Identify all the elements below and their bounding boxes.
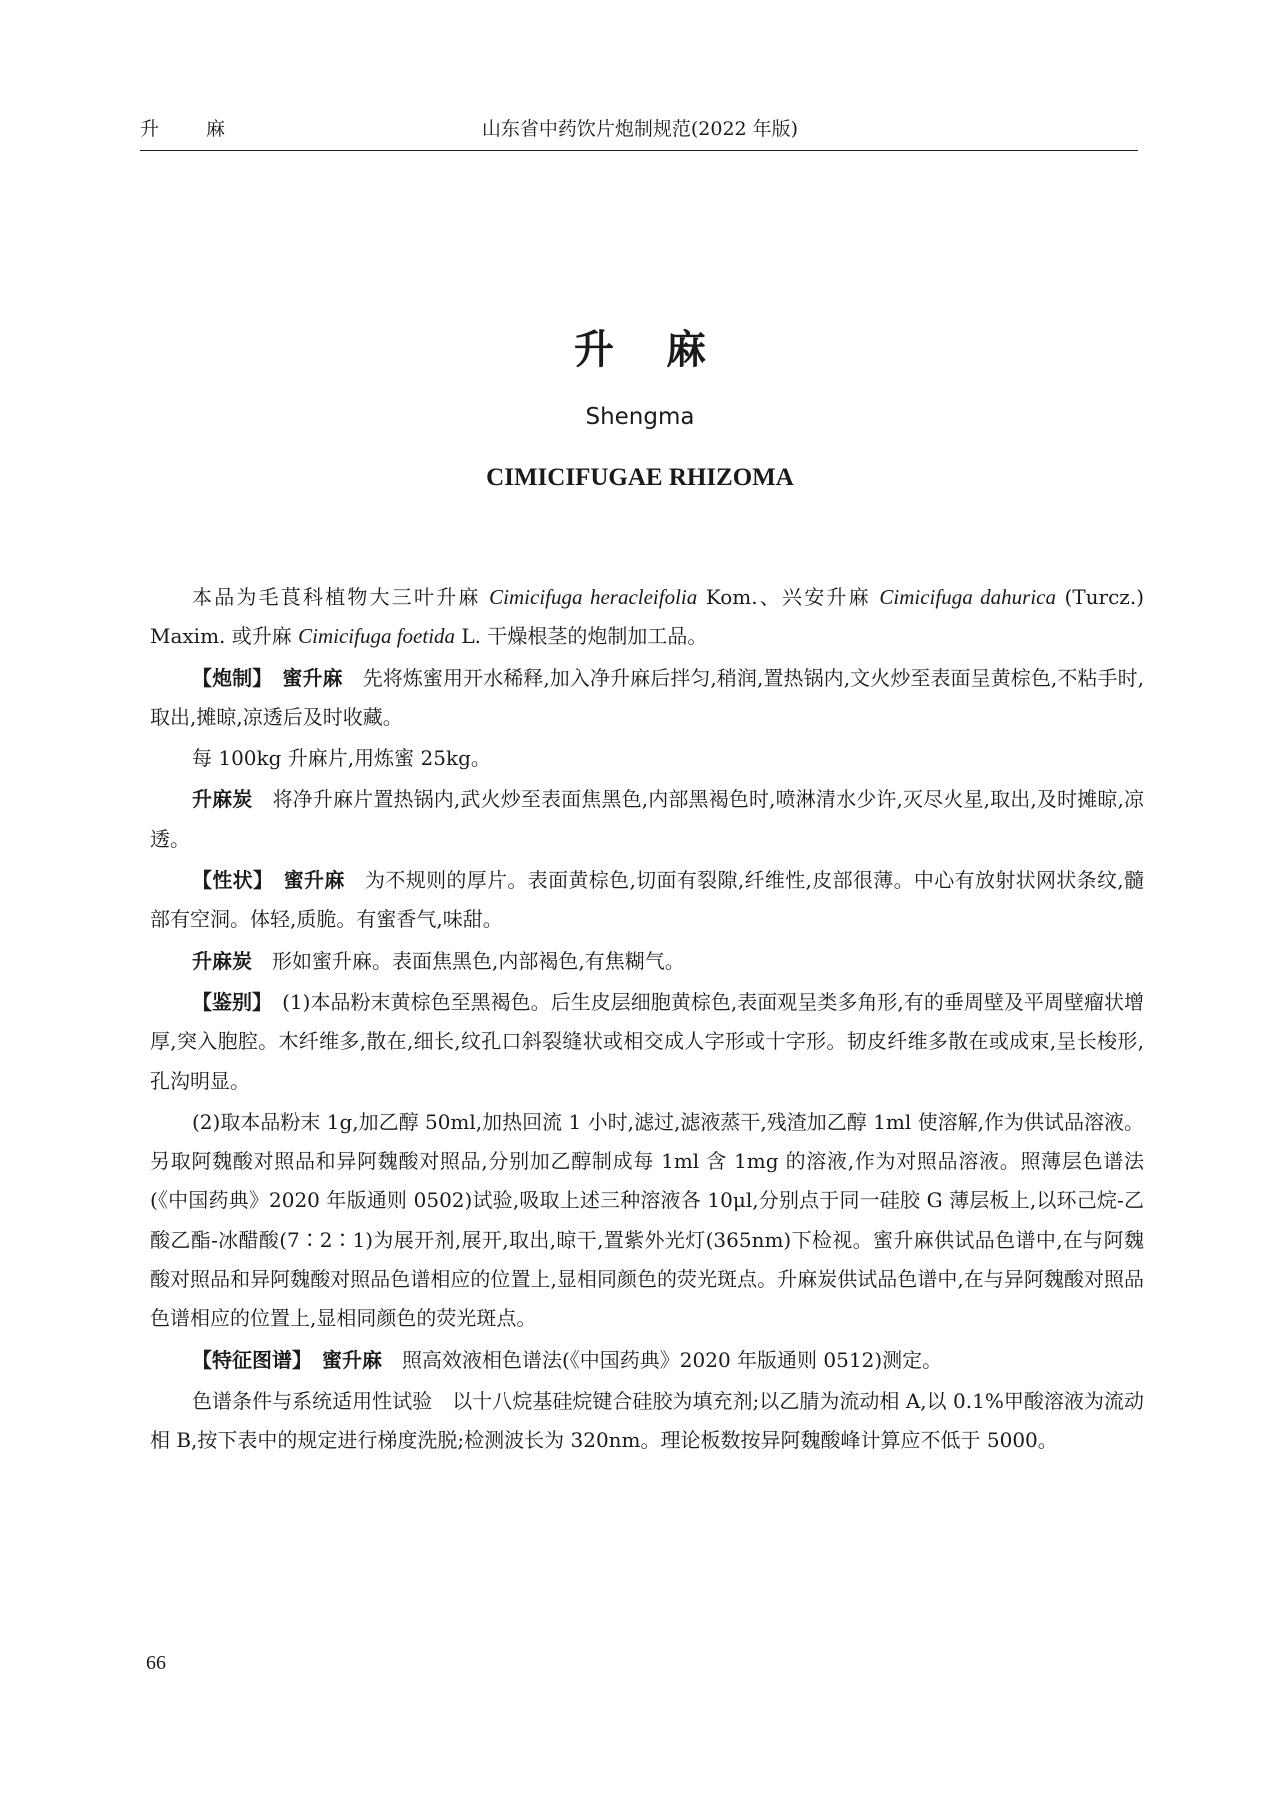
description-paragraph [150,861,1144,940]
species-name-1: Cimicifuga heracleifolia [489,585,698,609]
running-header [140,114,1140,144]
identification-heading: 【鉴别】 [192,989,263,1014]
species-name-3: Cimicifuga foetida [298,624,456,649]
identification-paragraph-1 [150,983,1144,1101]
monograph-body [150,578,1144,1461]
charcoal-text: 将净升麻片置热锅内,武火炒至表面焦黑色,内部黑褐色时,喷淋清水少许,灭尽火星,取出,及时摊晾,凉透。 [150,787,1144,851]
charcoal-subheading: 升麻炭 [192,787,253,812]
description-charcoal-paragraph [150,942,1144,981]
source-paragraph [150,578,1144,657]
fingerprint-paragraph [150,1341,1144,1380]
fingerprint-subheading: 蜜升麻 [322,1347,382,1372]
species-name-2: Cimicifuga dahurica [879,585,1056,609]
monograph-title-pinyin: Shengma [585,404,695,430]
header-book-title: 山东省中药饮片炮制规范(2022 年版) [481,118,799,140]
header-section-name: 升 麻 [140,118,240,140]
monograph-title-chinese: 升麻 [574,327,758,373]
description-heading: 【性状】 [192,868,264,893]
processing-subheading: 蜜升麻 [282,665,343,690]
source-text-3: (Turcz.) Maxim. 或升麻 [150,585,1145,649]
processing-paragraph [150,659,1144,738]
fingerprint-heading: 【特征图谱】 [192,1347,302,1372]
identification-paragraph-2: (2)取本品粉末 1g,加乙醇 50ml,加热回流 1 小时,滤过,滤液蒸干,残渣加乙醇 1ml 使溶解,作为供试品溶液。另取阿魏酸对照品和异阿魏酸对照品,分别加乙醇制成每 1ml 含 1mg 的溶液,作为对照品溶液。照薄层色谱法(《中国药典》2020 年版通则 0502)试验,吸取上述三种溶液各 10μl,分别点于同一硅胶 G 薄层板上,以环己烷-乙酸乙酯-冰醋酸(7∶2∶1)为展开剂,展开,取出,晾干,置紫外光灯(365nm)下检视。蜜升麻供试品色谱中,在与阿魏酸对照品和异阿魏酸对照品色谱相应的位置上,显相同颜色的荧光斑点。升麻炭供试品色谱中,在与异阿魏酸对照品色谱相应的位置上,显相同颜色的荧光斑点。 [150,1109,1144,1331]
honey-ratio-paragraph: 每 100kg 升麻片,用炼蜜 25kg。 [192,746,491,771]
description-charcoal-text: 形如蜜升麻。表面焦黑色,内部褐色,有焦糊气。 [252,948,685,973]
page-number: 66 [146,1652,166,1674]
monograph-title-latin: CIMICIFUGAE RHIZOMA [486,464,794,491]
processing-heading: 【炮制】 [192,665,263,690]
processing-text: 先将炼蜜用开水稀释,加入净升麻后拌匀,稍润,置热锅内,文火炒至表面呈黄棕色,不粘手时,取出,摊晾,凉透后及时收藏。 [150,665,1145,729]
charcoal-processing-paragraph [150,780,1144,859]
description-charcoal-subheading: 升麻炭 [192,948,252,973]
source-text-4: L. 干燥根茎的炮制加工品。 [455,624,708,649]
description-subheading: 蜜升麻 [283,868,345,893]
chromatographic-conditions-paragraph: 色谱条件与系统适用性试验 以十八烷基硅烷键合硅胶为填充剂;以乙腈为流动相 A,以 0.1%甲酸溶液为流动相 B,按下表中的规定进行梯度洗脱;检测波长为 320nm。理论板数按异阿魏酸峰计算应不低于 5000。 [150,1388,1144,1453]
fingerprint-text: 照高效液相色谱法(《中国药典》2020 年版通则 0512)测定。 [382,1347,943,1372]
source-text-2: Kom.、兴安升麻 [697,585,880,609]
source-text-1: 本品为毛茛科植物大三叶升麻 [192,585,490,609]
description-text: 为不规则的厚片。表面黄棕色,切面有裂隙,纤维性,皮部很薄。中心有放射状网状条纹,髓部有空洞。体轻,质脆。有蜜香气,味甜。 [150,868,1145,932]
identification-text-1: (1)本品粉末黄棕色至黑褐色。后生皮层细胞黄棕色,表面观呈类多角形,有的垂周壁及平周壁瘤状增厚,突入胞腔。木纤维多,散在,细长,纹孔口斜裂缝状或相交成人字形或十字形。韧皮纤维多散在或成束,呈长梭形,孔沟明显。 [150,989,1145,1093]
header-rule [140,150,1138,151]
